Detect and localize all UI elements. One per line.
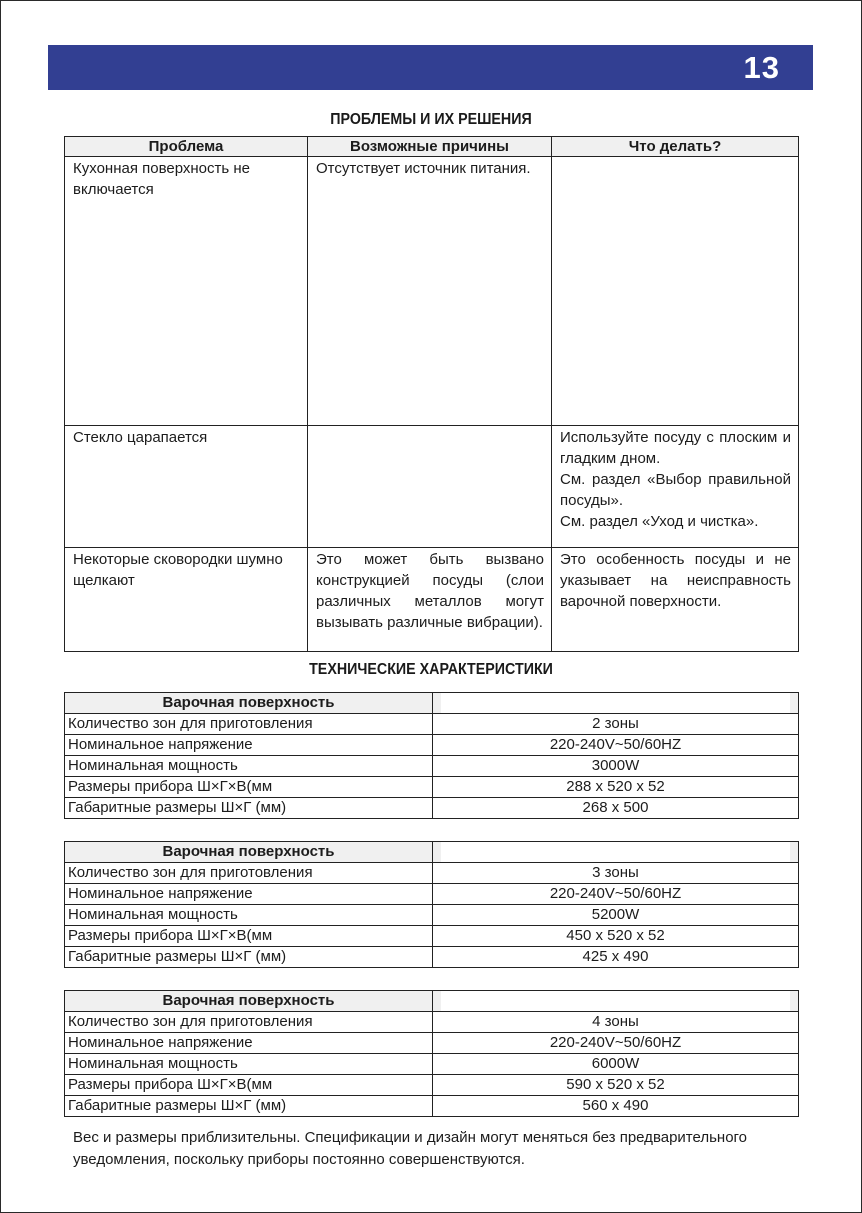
spec-row [65, 756, 799, 777]
problem-cell: Стекло царапается [65, 426, 308, 548]
spec-header-label: Варочная поверхность [65, 842, 433, 863]
action-line: См. раздел «Выбор правильной посуды». [560, 471, 791, 509]
spec-value: 4 зоны [433, 1012, 799, 1033]
spec-row [65, 947, 799, 968]
spec-value: 2 зоны [433, 714, 799, 735]
spec-row [65, 1012, 799, 1033]
action-line: См. раздел «Уход и чистка». [560, 513, 759, 530]
table-row [65, 157, 799, 426]
spec-row [65, 863, 799, 884]
table-row [65, 426, 799, 548]
spec-label: Номинальная мощность [65, 756, 433, 777]
spec-value: 6000W [433, 1054, 799, 1075]
spec-row [65, 926, 799, 947]
spec-label: Количество зон для приготовления [65, 863, 433, 884]
spec-row [65, 714, 799, 735]
spec-header-row [65, 693, 799, 714]
cause-cell [308, 426, 552, 548]
spec-value: 3000W [433, 756, 799, 777]
spec-row [65, 1096, 799, 1117]
disclaimer-note: Вес и размеры приблизительны. Спецификации и дизайн могут меняться без предварительного уведомления, поскольку приборы постоянно совершенствуются. [73, 1129, 748, 1168]
spec-row [65, 735, 799, 756]
spec-value: 288 x 520 x 52 [433, 777, 799, 798]
spec-label: Количество зон для приготовления [65, 1012, 433, 1033]
spec-label: Габаритные размеры Ш×Г (мм) [65, 1096, 433, 1117]
spec-value: 560 x 490 [433, 1096, 799, 1117]
spec-header-value [433, 842, 799, 863]
spec-header-value [433, 693, 799, 714]
spec-value: 590 x 520 x 52 [433, 1075, 799, 1096]
problem-cell: Кухонная поверхность не включается [65, 157, 308, 426]
spec-header-value [433, 991, 799, 1012]
page-number: 13 [743, 50, 780, 85]
action-line: Используйте посуду с плоским и гладким дном. [560, 429, 791, 467]
spec-label: Количество зон для приготовления [65, 714, 433, 735]
spec-row [65, 884, 799, 905]
spec-label: Номинальная мощность [65, 905, 433, 926]
cause-cell: Отсутствует источник питания. [308, 157, 552, 426]
spec-value: 220-240V~50/60HZ [433, 884, 799, 905]
troubleshooting-table [64, 136, 799, 652]
spec-table-2-zones [64, 692, 799, 819]
spec-header-label: Варочная поверхность [65, 991, 433, 1012]
cause-cell: Это может быть вызвано конструкцией посуды (слои различных металлов могут вызывать различные вибрации). [308, 548, 552, 652]
spec-header-label: Варочная поверхность [65, 693, 433, 714]
spec-row [65, 1054, 799, 1075]
spec-row [65, 798, 799, 819]
spec-value: 5200W [433, 905, 799, 926]
spec-label: Размеры прибора Ш×Г×В(мм [65, 777, 433, 798]
spec-value: 268 x 500 [433, 798, 799, 819]
spec-label: Номинальное напряжение [65, 884, 433, 905]
action-cell [552, 157, 799, 426]
problem-cell: Некоторые сковородки шумно щелкают [65, 548, 308, 652]
spec-header-row [65, 842, 799, 863]
spec-value: 450 x 520 x 52 [433, 926, 799, 947]
spec-header-row [65, 991, 799, 1012]
spec-label: Размеры прибора Ш×Г×В(мм [65, 926, 433, 947]
action-cell: Это особенность посуды и не указывает на неисправность варочной поверхности. [552, 548, 799, 652]
spec-label: Габаритные размеры Ш×Г (мм) [65, 947, 433, 968]
table-header-row [65, 137, 799, 157]
table-row [65, 548, 799, 652]
page-header-banner [48, 45, 813, 90]
spec-table-4-zones [64, 990, 799, 1117]
spec-row [65, 777, 799, 798]
spec-row [65, 905, 799, 926]
spec-value: 425 x 490 [433, 947, 799, 968]
spec-label: Номинальное напряжение [65, 1033, 433, 1054]
spec-label: Номинальное напряжение [65, 735, 433, 756]
spec-label: Номинальная мощность [65, 1054, 433, 1075]
spec-value: 220-240V~50/60HZ [433, 735, 799, 756]
column-header-causes: Возможные причины [308, 137, 552, 157]
column-header-problem: Проблема [65, 137, 308, 157]
specifications-title: ТЕХНИЧЕСКИЕ ХАРАКТЕРИСТИКИ [309, 661, 553, 678]
action-cell [552, 426, 799, 548]
spec-row [65, 1075, 799, 1096]
spec-row [65, 1033, 799, 1054]
spec-value: 220-240V~50/60HZ [433, 1033, 799, 1054]
spec-label: Габаритные размеры Ш×Г (мм) [65, 798, 433, 819]
spec-label: Размеры прибора Ш×Г×В(мм [65, 1075, 433, 1096]
spec-table-3-zones [64, 841, 799, 968]
spec-value: 3 зоны [433, 863, 799, 884]
column-header-action: Что делать? [552, 137, 799, 157]
troubleshooting-title: ПРОБЛЕМЫ И ИХ РЕШЕНИЯ [330, 111, 532, 128]
